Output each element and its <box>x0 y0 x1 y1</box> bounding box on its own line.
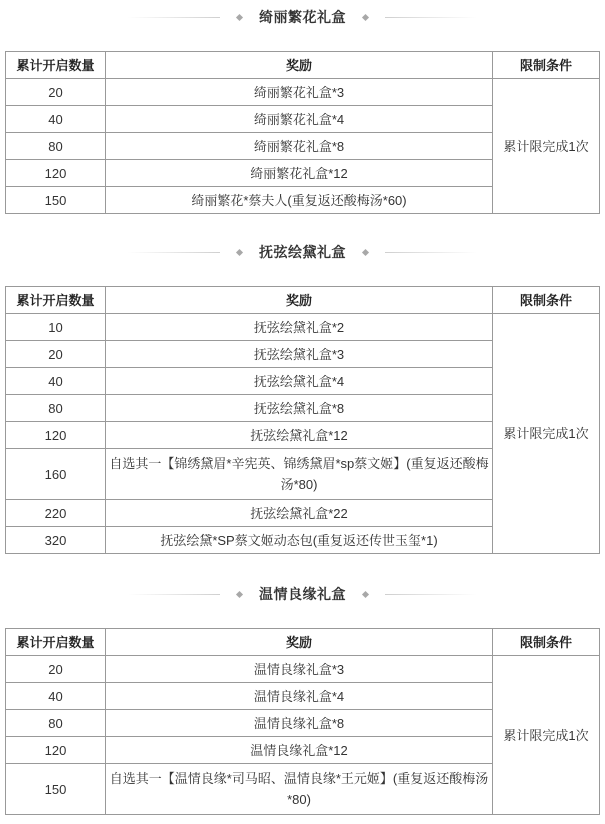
condition-cell: 累计限完成1次 <box>493 656 600 815</box>
count-cell: 160 <box>6 449 106 500</box>
reward-table-3 <box>5 628 600 815</box>
count-cell: 10 <box>6 314 106 341</box>
title-divider-right <box>385 17 477 18</box>
section-heading: 抚弦绘黛礼盒 <box>259 244 346 260</box>
count-cell: 120 <box>6 160 106 187</box>
title-divider-right <box>385 252 477 253</box>
section-title-1 <box>0 5 605 29</box>
section-title-3 <box>0 582 605 606</box>
reward-cell: 绮丽繁花礼盒*4 <box>106 106 493 133</box>
header-count: 累计开启数量 <box>6 629 106 656</box>
title-divider-left <box>128 17 220 18</box>
header-condition: 限制条件 <box>493 629 600 656</box>
diamond-icon <box>362 590 369 597</box>
diamond-icon <box>236 590 243 597</box>
header-condition: 限制条件 <box>493 52 600 79</box>
count-cell: 20 <box>6 656 106 683</box>
diamond-icon <box>236 13 243 20</box>
header-condition: 限制条件 <box>493 287 600 314</box>
reward-cell: 绮丽繁花礼盒*3 <box>106 79 493 106</box>
reward-cell: 温情良缘礼盒*4 <box>106 683 493 710</box>
reward-table-1 <box>5 51 600 214</box>
reward-cell: 抚弦绘黛礼盒*2 <box>106 314 493 341</box>
count-cell: 220 <box>6 500 106 527</box>
condition-cell: 累计限完成1次 <box>493 314 600 554</box>
table-row <box>6 314 600 341</box>
reward-cell: 抚弦绘黛礼盒*4 <box>106 368 493 395</box>
reward-cell: 抚弦绘黛礼盒*22 <box>106 500 493 527</box>
count-cell: 150 <box>6 764 106 815</box>
title-divider-left <box>128 594 220 595</box>
reward-cell: 绮丽繁花*蔡夫人(重复返还酸梅汤*60) <box>106 187 493 214</box>
count-cell: 20 <box>6 341 106 368</box>
reward-cell: 绮丽繁花礼盒*12 <box>106 160 493 187</box>
reward-cell: 抚弦绘黛*SP蔡文姬动态包(重复返还传世玉玺*1) <box>106 527 493 554</box>
count-cell: 40 <box>6 106 106 133</box>
count-cell: 120 <box>6 422 106 449</box>
count-cell: 40 <box>6 368 106 395</box>
table-row <box>6 656 600 683</box>
section-heading: 温情良缘礼盒 <box>259 586 346 602</box>
reward-cell: 自选其一【锦绣黛眉*辛宪英、锦绣黛眉*sp蔡文姬】(重复返还酸梅汤*80) <box>106 449 493 500</box>
title-divider-right <box>385 594 477 595</box>
reward-cell: 自选其一【温情良缘*司马昭、温情良缘*王元姬】(重复返还酸梅汤*80) <box>106 764 493 815</box>
reward-cell: 绮丽繁花礼盒*8 <box>106 133 493 160</box>
section-heading: 绮丽繁花礼盒 <box>259 9 346 25</box>
table-header-row <box>6 52 600 79</box>
reward-cell: 温情良缘礼盒*3 <box>106 656 493 683</box>
table-header-row <box>6 287 600 314</box>
header-reward: 奖励 <box>106 287 493 314</box>
header-reward: 奖励 <box>106 629 493 656</box>
count-cell: 80 <box>6 710 106 737</box>
header-reward: 奖励 <box>106 52 493 79</box>
reward-cell: 温情良缘礼盒*8 <box>106 710 493 737</box>
section-title-2 <box>0 240 605 264</box>
reward-cell: 抚弦绘黛礼盒*3 <box>106 341 493 368</box>
diamond-icon <box>362 13 369 20</box>
diamond-icon <box>236 248 243 255</box>
reward-cell: 抚弦绘黛礼盒*8 <box>106 395 493 422</box>
table-header-row <box>6 629 600 656</box>
header-count: 累计开启数量 <box>6 287 106 314</box>
table-row <box>6 79 600 106</box>
count-cell: 120 <box>6 737 106 764</box>
condition-cell: 累计限完成1次 <box>493 79 600 214</box>
count-cell: 20 <box>6 79 106 106</box>
title-divider-left <box>128 252 220 253</box>
count-cell: 150 <box>6 187 106 214</box>
header-count: 累计开启数量 <box>6 52 106 79</box>
count-cell: 80 <box>6 133 106 160</box>
count-cell: 80 <box>6 395 106 422</box>
diamond-icon <box>362 248 369 255</box>
reward-cell: 温情良缘礼盒*12 <box>106 737 493 764</box>
reward-cell: 抚弦绘黛礼盒*12 <box>106 422 493 449</box>
reward-table-2 <box>5 286 600 554</box>
count-cell: 40 <box>6 683 106 710</box>
count-cell: 320 <box>6 527 106 554</box>
